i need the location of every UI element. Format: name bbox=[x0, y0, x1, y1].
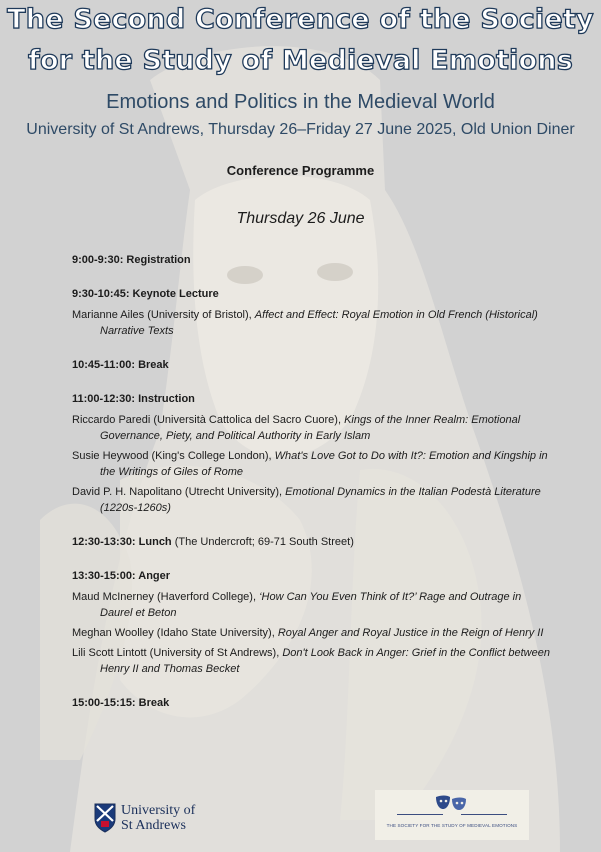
session-heading bbox=[72, 286, 552, 302]
session-heading bbox=[72, 534, 552, 550]
talk-speaker: Riccardo Paredi (Università Cattolica del Sacro Cuore), bbox=[72, 414, 341, 426]
session-time: 13:30-15:00: bbox=[72, 570, 136, 582]
session-heading bbox=[72, 391, 552, 407]
talk-title: Don't Look Back in Anger: Grief in the Conflict between Henry II and Thomas Becket bbox=[100, 647, 550, 675]
conference-title-line1: The Second Conference of the Society bbox=[7, 4, 594, 35]
session-title: Anger bbox=[138, 570, 171, 582]
society-logo bbox=[375, 790, 529, 840]
talk-entry bbox=[72, 625, 552, 641]
programme-heading: Conference Programme bbox=[226, 163, 375, 178]
talk-speaker: Susie Heywood (King's College London), bbox=[72, 450, 272, 462]
st-andrews-logo-line2: St Andrews bbox=[121, 818, 186, 833]
schedule-section bbox=[72, 568, 552, 677]
session-heading bbox=[72, 252, 552, 268]
talk-title: Royal Anger and Royal Justice in the Reign of Henry II bbox=[277, 627, 544, 639]
session-time: 12:30-13:30: bbox=[72, 536, 136, 548]
talk-speaker: Maud McInerney (Haverford College), bbox=[72, 591, 257, 603]
session-title: Instruction bbox=[138, 393, 195, 405]
talk-entry bbox=[72, 589, 552, 621]
schedule-section bbox=[72, 357, 552, 373]
talk-speaker: Lili Scott Lintott (University of St Andrews), bbox=[72, 647, 280, 659]
society-logo-text: THE SOCIETY FOR THE STUDY OF MEDIEVAL EMOTIONS bbox=[386, 823, 518, 828]
conference-subtitle: Emotions and Politics in the Medieval World bbox=[106, 91, 495, 113]
schedule-section bbox=[72, 695, 552, 711]
university-crest-icon bbox=[94, 803, 116, 833]
venue-and-dates: University of St Andrews, Thursday 26–Friday 27 June 2025, Old Union Diner bbox=[26, 121, 575, 138]
session-title: Break bbox=[138, 359, 169, 371]
session-title: Break bbox=[138, 697, 170, 709]
schedule-list bbox=[72, 252, 552, 719]
talk-speaker: Meghan Woolley (Idaho State University), bbox=[72, 627, 275, 639]
talk-entry bbox=[72, 412, 552, 444]
session-time: 11:00-12:30: bbox=[72, 393, 135, 405]
day-heading: Thursday 26 June bbox=[236, 210, 365, 227]
session-title: Lunch bbox=[138, 536, 172, 548]
talk-speaker: David P. H. Napolitano (Utrecht University), bbox=[72, 486, 283, 498]
session-time: 15:00-15:15: bbox=[72, 697, 136, 709]
session-heading bbox=[72, 695, 552, 711]
schedule-section bbox=[72, 252, 552, 268]
session-title: Keynote Lecture bbox=[132, 288, 219, 300]
talk-speaker: Marianne Ailes (University of Bristol), bbox=[72, 309, 252, 321]
logo-rule-right bbox=[461, 814, 507, 815]
session-title: Registration bbox=[126, 254, 191, 266]
session-heading bbox=[72, 568, 552, 584]
schedule-section bbox=[72, 391, 552, 516]
schedule-section bbox=[72, 534, 552, 550]
talk-title: Affect and Effect: Royal Emotion in Old French (Historical) Narrative Texts bbox=[100, 309, 538, 337]
schedule-section bbox=[72, 286, 552, 339]
session-time: 9:30-10:45: bbox=[72, 288, 130, 300]
st-andrews-logo-line1: University of bbox=[121, 803, 196, 818]
session-detail: (The Undercroft; 69-71 South Street) bbox=[174, 536, 354, 548]
talk-entry bbox=[72, 484, 552, 516]
talk-title: Kings of the Inner Realm: Emotional Governance, Piety, and Political Authority in Early Islam bbox=[100, 414, 521, 442]
logo-rule-left bbox=[397, 814, 443, 815]
st-andrews-logo bbox=[94, 800, 224, 836]
talk-entry bbox=[72, 307, 552, 339]
conference-title-line2: for the Study of Medieval Emotions bbox=[28, 45, 573, 76]
session-heading bbox=[72, 357, 552, 373]
talk-entry bbox=[72, 448, 552, 480]
theatre-masks-icon bbox=[432, 795, 472, 811]
talk-entry bbox=[72, 645, 552, 677]
talk-title: What's Love Got to Do with It?: Emotion and Kingship in the Writings of Giles of Rome bbox=[100, 450, 548, 478]
session-time: 10:45-11:00: bbox=[72, 359, 135, 371]
talk-title: ‘How Can You Even Think of It?’ Rage and Outrage in Daurel et Beton bbox=[100, 591, 522, 619]
talk-title: Emotional Dynamics in the Italian Podestà Literature (1220s-1260s) bbox=[100, 486, 541, 514]
session-time: 9:00-9:30: bbox=[72, 254, 124, 266]
